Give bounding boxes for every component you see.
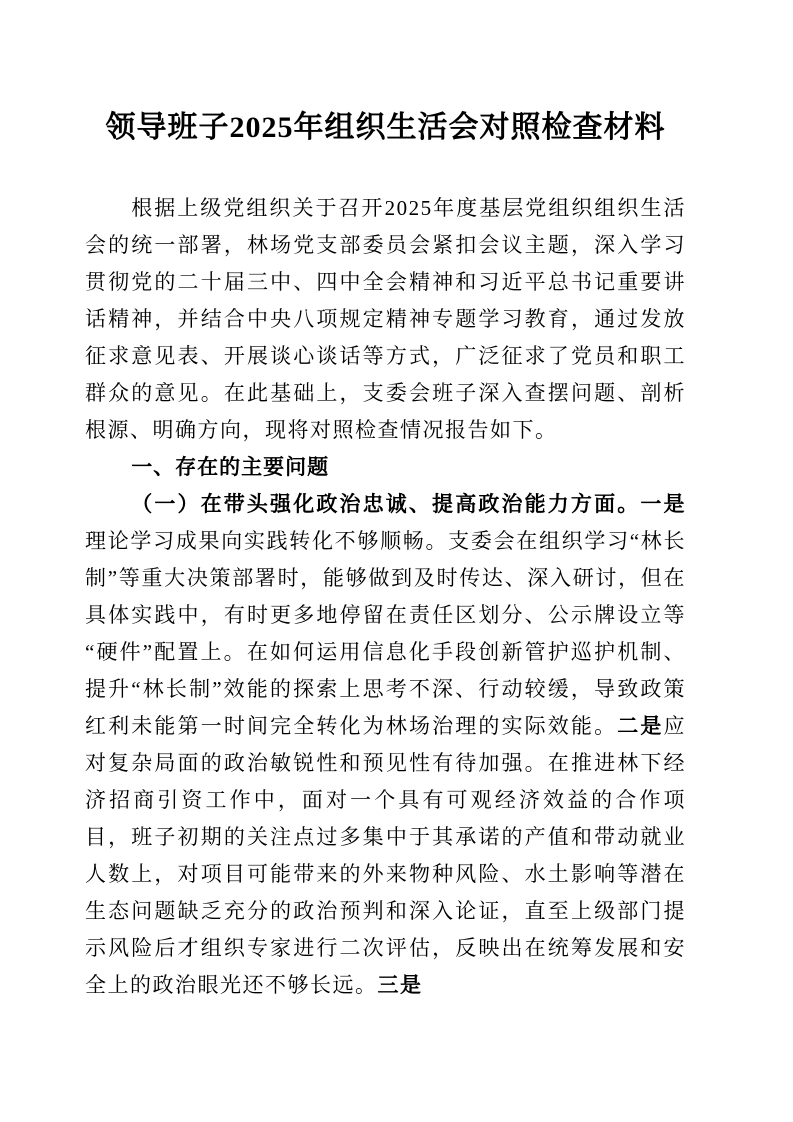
item1-marker-third: 三是: [377, 973, 423, 997]
item1-lead-bold: （一）在带头强化政治忠诚、提高政治能力方面。一是: [131, 492, 686, 516]
intro-paragraph: 根据上级党组织关于召开2025年度基层党组织组织生活会的统一部署，林场党支部委员会紧扣会议主题，深入学习贯彻党的二十届三中、四中全会精神和习近平总书记重要讲话精神，并结合中央八项规定精神专题学习教育，通过发放征求意见表、开展谈心谈话等方式，广泛征求了党员和职工群众的意见。在此基础上，支委会班子深入查摆问题、剖析根源、明确方向，现将对照检查情况报告如下。: [85, 196, 686, 442]
item1-marker-second: 二是: [617, 714, 664, 738]
section-heading-main-problems: 一、存在的主要问题: [131, 456, 330, 479]
item1-text-second: 应对复杂局面的政治敏锐性和预见性有待加强。在推进林下经济招商引资工作中，面对一个具有可观经济效益的合作项目，班子初期的关注点过多集中于其承诺的产值和带动就业人数上，对项目可能带来的外来物种风险、水土影响等潜在生态问题缺乏充分的政治预判和深入论证，直至上级部门提示风险后才组织专家进行二次评估，反映出在统筹发展和安全上的政治眼光还不够长远。: [85, 714, 686, 997]
document-title: 领导班子2025年组织生活会对照检查材料: [105, 111, 666, 144]
document-body: [85, 190, 686, 1004]
item1-paragraph: [85, 486, 686, 1004]
item1-text-first: 理论学习成果向实践转化不够顺畅。支委会在组织学习“林长制”等重大决策部署时，能够做到及时传达、深入研讨，但在具体实践中，有时更多地停留在责任区划分、公示牌设立等“硬件”配置上。在如何运用信息化手段创新管护巡护机制、提升“林长制”效能的探索上思考不深、行动较缓，导致政策红利未能第一时间完全转化为林场治理的实际效能。: [85, 529, 686, 738]
